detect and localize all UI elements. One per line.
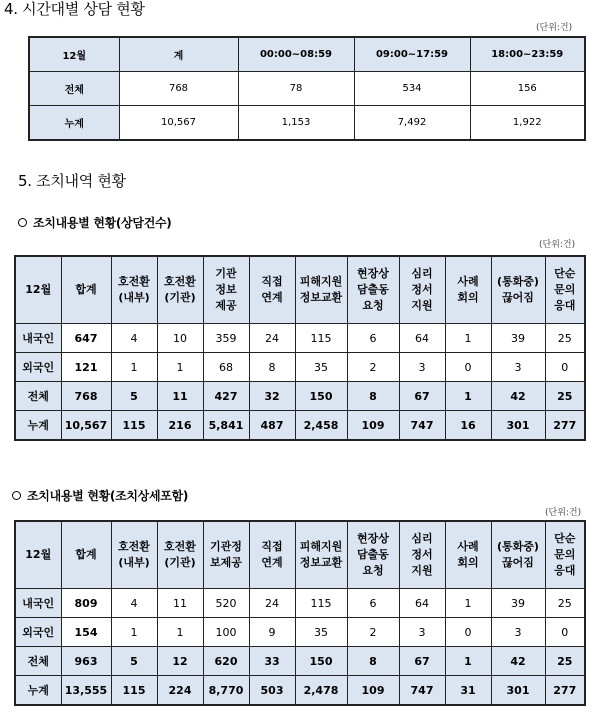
header-cell: 사례 회의	[445, 256, 491, 324]
table-cell: 0	[545, 618, 585, 647]
table-cell: 10	[157, 324, 203, 353]
table-row	[15, 353, 585, 382]
table-cell: 78	[238, 72, 354, 106]
table-cell: 109	[347, 676, 399, 706]
table-cell: 115	[111, 676, 157, 706]
table-row	[15, 589, 585, 618]
table-cell: 39	[491, 589, 545, 618]
table-cell: 1	[445, 324, 491, 353]
table-cell: 10,567	[61, 411, 111, 441]
table-cell: 301	[491, 676, 545, 706]
table-cell: 42	[491, 382, 545, 411]
table-row	[29, 72, 585, 106]
table-cell: 1,922	[470, 106, 585, 141]
header-cell: 현장상 담출동 요청	[347, 256, 399, 324]
table-cell: 0	[545, 353, 585, 382]
table-cell: 8,770	[203, 676, 249, 706]
table-cell: 4	[111, 324, 157, 353]
header-cell: 호전환 (내부)	[111, 521, 157, 589]
header-cell: 피해지원 정보교환	[295, 521, 347, 589]
row-label: 내국인	[15, 324, 61, 353]
table-cell: 109	[347, 411, 399, 441]
row-label: 누계	[15, 411, 61, 441]
action-table-detailed	[14, 520, 586, 706]
header-row	[15, 256, 585, 324]
table-cell: 150	[295, 382, 347, 411]
row-label: 전체	[15, 647, 61, 676]
table-cell: 25	[545, 589, 585, 618]
header-cell: 직접 연계	[249, 256, 295, 324]
header-cell: 기관 정보 제공	[203, 256, 249, 324]
circle-bullet-icon	[18, 218, 27, 227]
table-cell: 9	[249, 618, 295, 647]
header-cell: 12월	[29, 37, 119, 72]
table-cell: 11	[157, 589, 203, 618]
table-cell: 3	[491, 353, 545, 382]
table-cell: 747	[399, 676, 445, 706]
row-label: 누계	[29, 106, 119, 141]
table-cell: 42	[491, 647, 545, 676]
table-cell: 25	[545, 324, 585, 353]
table-cell: 33	[249, 647, 295, 676]
table-cell: 224	[157, 676, 203, 706]
row-label: 전체	[15, 382, 61, 411]
table-cell: 1	[157, 353, 203, 382]
table-a-subtitle	[18, 214, 171, 231]
table-cell: 0	[445, 353, 491, 382]
table-cell: 67	[399, 647, 445, 676]
table-cell: 11	[157, 382, 203, 411]
table-cell: 503	[249, 676, 295, 706]
section-5-title: 5. 조치내역 현황	[18, 172, 126, 190]
table-cell: 5	[111, 382, 157, 411]
table-a-subtitle-text: 조치내용별 현황(상담건수)	[33, 216, 172, 230]
table-cell: 3	[491, 618, 545, 647]
table-cell: 1	[111, 618, 157, 647]
table-row	[15, 382, 585, 411]
table-cell: 150	[295, 647, 347, 676]
table-cell: 5,841	[203, 411, 249, 441]
header-cell: (통화중) 끊어짐	[491, 256, 545, 324]
table-row	[15, 618, 585, 647]
section-4-title: 4. 시간대별 상담 현황	[4, 0, 145, 18]
table-cell: 24	[249, 324, 295, 353]
table-cell: 427	[203, 382, 249, 411]
table-cell: 64	[399, 589, 445, 618]
table-cell: 24	[249, 589, 295, 618]
table-cell: 620	[203, 647, 249, 676]
header-cell: 00:00~08:59	[238, 37, 354, 72]
header-cell: 현장상 담출동 요청	[347, 521, 399, 589]
table-cell: 31	[445, 676, 491, 706]
header-cell: 18:00~23:59	[470, 37, 585, 72]
row-label: 누계	[15, 676, 61, 706]
table-cell: 809	[61, 589, 111, 618]
table-cell: 1	[111, 353, 157, 382]
table-cell: 647	[61, 324, 111, 353]
table-cell: 115	[295, 324, 347, 353]
table-cell: 534	[354, 72, 470, 106]
table-cell: 7,492	[354, 106, 470, 141]
table-row	[29, 106, 585, 141]
table-cell: 154	[61, 618, 111, 647]
table-cell: 747	[399, 411, 445, 441]
table-cell: 25	[545, 647, 585, 676]
header-cell: 12월	[15, 521, 61, 589]
table-cell: 8	[249, 353, 295, 382]
header-cell: 합계	[61, 521, 111, 589]
table-cell: 13,555	[61, 676, 111, 706]
table-b-subtitle	[12, 487, 188, 504]
table-cell: 1	[445, 647, 491, 676]
table-cell: 100	[203, 618, 249, 647]
row-label: 외국인	[15, 618, 61, 647]
table-cell: 768	[119, 72, 238, 106]
table-row	[15, 676, 585, 706]
table-b-unit: (단위:건)	[545, 508, 582, 518]
header-cell: 심리 정서 지원	[399, 521, 445, 589]
table-cell: 0	[445, 618, 491, 647]
table-cell: 4	[111, 589, 157, 618]
table-cell: 768	[61, 382, 111, 411]
table-cell: 32	[249, 382, 295, 411]
table-cell: 8	[347, 647, 399, 676]
table-cell: 35	[295, 618, 347, 647]
table-cell: 1	[445, 382, 491, 411]
circle-bullet-icon	[12, 491, 21, 500]
table-cell: 2,458	[295, 411, 347, 441]
time-slot-header-row	[29, 37, 585, 72]
table-cell: 2,478	[295, 676, 347, 706]
table-cell: 3	[399, 618, 445, 647]
table-row	[15, 324, 585, 353]
header-cell: 계	[119, 37, 238, 72]
table-cell: 6	[347, 589, 399, 618]
table-cell: 3	[399, 353, 445, 382]
header-cell: 호전환 (기관)	[157, 521, 203, 589]
table-cell: 2	[347, 353, 399, 382]
header-cell: 12월	[15, 256, 61, 324]
table-cell: 39	[491, 324, 545, 353]
table-cell: 121	[61, 353, 111, 382]
header-cell: 09:00~17:59	[354, 37, 470, 72]
table-cell: 67	[399, 382, 445, 411]
header-cell: 합계	[61, 256, 111, 324]
row-label: 전체	[29, 72, 119, 106]
header-cell: 직접 연계	[249, 521, 295, 589]
header-cell: 단순 문의 응대	[545, 256, 585, 324]
table-cell: 156	[470, 72, 585, 106]
table-cell: 12	[157, 647, 203, 676]
table-cell: 35	[295, 353, 347, 382]
table-cell: 301	[491, 411, 545, 441]
action-table-counseling	[14, 255, 586, 441]
table-b-subtitle-text: 조치내용별 현황(조치상세포함)	[27, 489, 189, 503]
table-row	[15, 647, 585, 676]
table-cell: 216	[157, 411, 203, 441]
table-cell: 1	[445, 589, 491, 618]
time-slot-table	[28, 36, 586, 141]
table-cell: 68	[203, 353, 249, 382]
table-cell: 359	[203, 324, 249, 353]
section-4-unit: (단위:건)	[536, 23, 573, 33]
table-cell: 520	[203, 589, 249, 618]
row-label: 외국인	[15, 353, 61, 382]
table-cell: 1,153	[238, 106, 354, 141]
table-cell: 10,567	[119, 106, 238, 141]
header-cell: 피해지원 정보교환	[295, 256, 347, 324]
table-cell: 115	[111, 411, 157, 441]
table-row	[15, 411, 585, 441]
table-cell: 25	[545, 382, 585, 411]
header-row	[15, 521, 585, 589]
header-cell: 호전환 (기관)	[157, 256, 203, 324]
table-cell: 1	[157, 618, 203, 647]
header-cell: (통화중) 끊어짐	[491, 521, 545, 589]
table-cell: 8	[347, 382, 399, 411]
table-cell: 16	[445, 411, 491, 441]
table-cell: 5	[111, 647, 157, 676]
table-cell: 2	[347, 618, 399, 647]
table-cell: 277	[545, 411, 585, 441]
header-cell: 사례 회의	[445, 521, 491, 589]
header-cell: 단순 문의 응대	[545, 521, 585, 589]
table-cell: 963	[61, 647, 111, 676]
table-cell: 115	[295, 589, 347, 618]
table-cell: 487	[249, 411, 295, 441]
row-label: 내국인	[15, 589, 61, 618]
table-cell: 6	[347, 324, 399, 353]
table-cell: 64	[399, 324, 445, 353]
header-cell: 기관정 보제공	[203, 521, 249, 589]
header-cell: 호전환 (내부)	[111, 256, 157, 324]
header-cell: 심리 정서 지원	[399, 256, 445, 324]
table-cell: 277	[545, 676, 585, 706]
table-a-unit: (단위:건)	[539, 240, 576, 250]
